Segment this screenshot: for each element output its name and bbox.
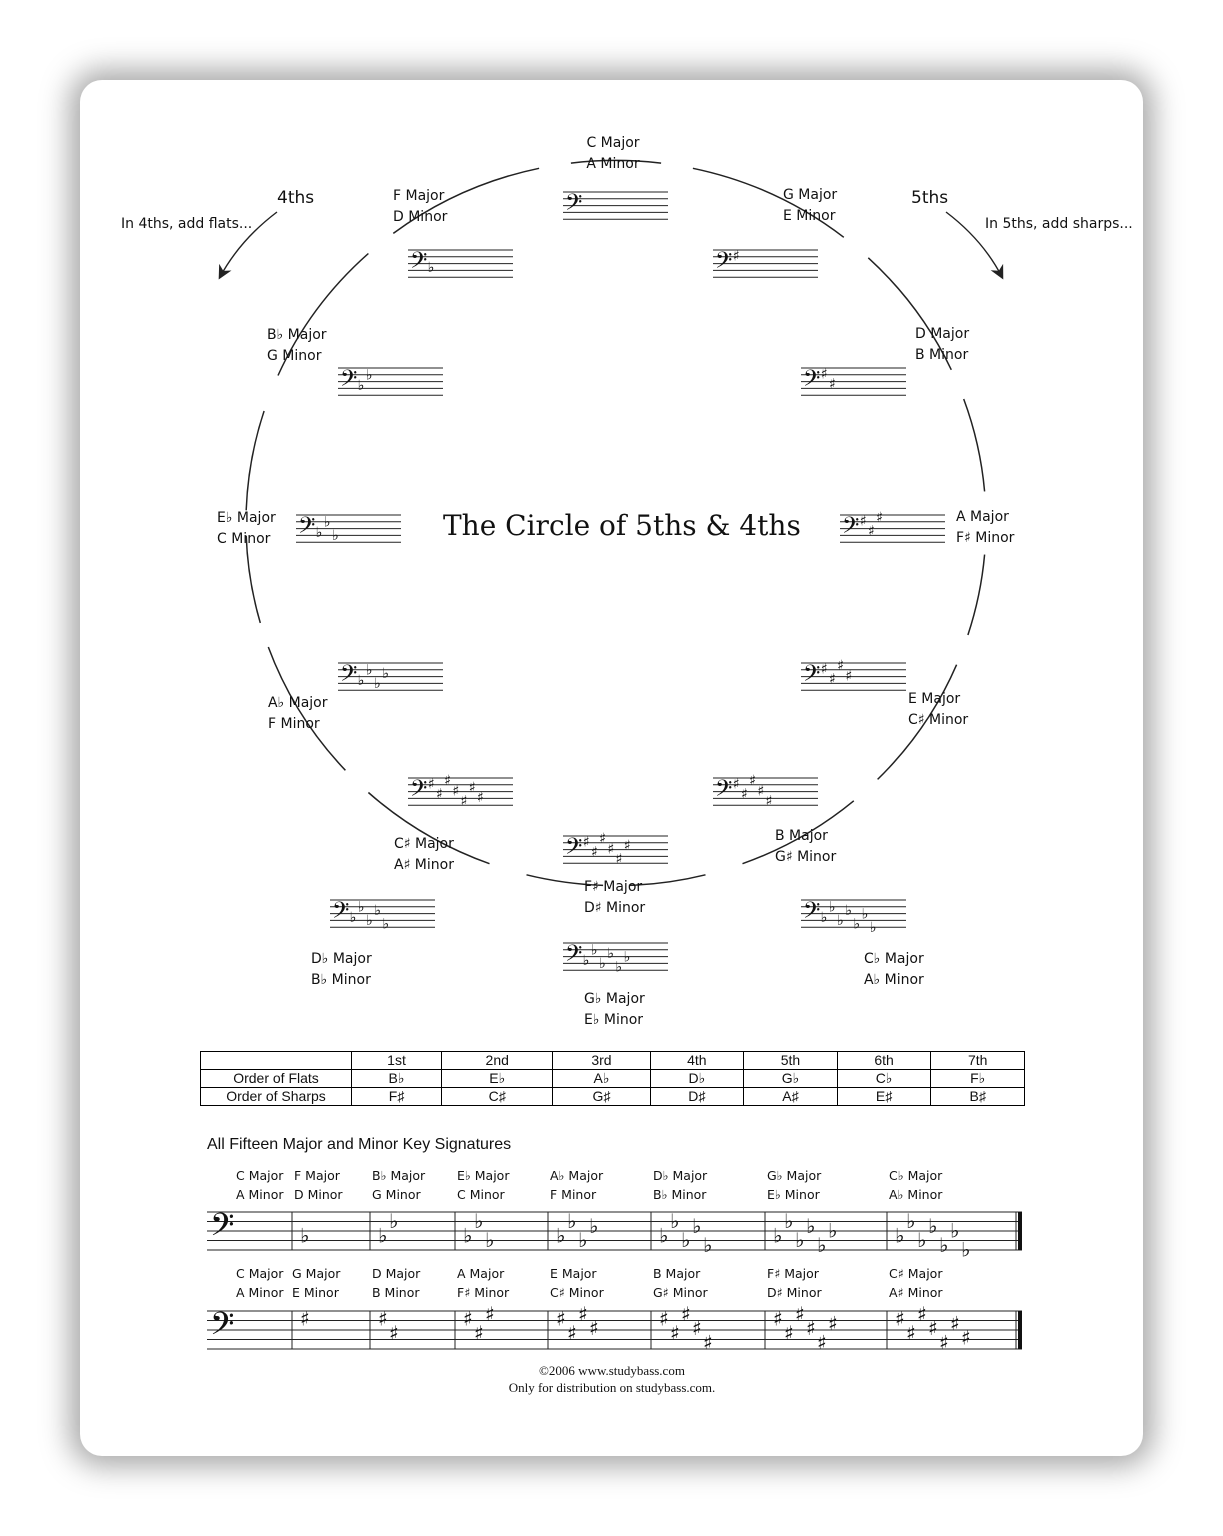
major-key-label: G♭ Major: [767, 1168, 822, 1183]
order-header-cell: 1st: [352, 1052, 442, 1070]
sharp-icon: ♯: [692, 1316, 702, 1341]
sharp-icon: ♯: [828, 671, 836, 688]
order-table: [200, 1051, 1025, 1106]
flat-icon: ♭: [365, 662, 373, 679]
circle-key-label: [956, 507, 1014, 549]
flat-icon: ♭: [590, 942, 598, 959]
sharp-icon: ♯: [703, 1330, 713, 1355]
bass-clef-icon: 𝄢: [410, 775, 428, 807]
minor-key-label: F Minor: [268, 716, 320, 732]
major-key-label: D Major: [372, 1266, 421, 1281]
key-signature-label: [653, 1166, 707, 1204]
fifths-label: 5ths: [911, 188, 949, 208]
flat-icon: ♭: [323, 514, 331, 531]
sharp-cell: G♯: [553, 1088, 650, 1106]
minor-key-label: A Minor: [236, 1285, 284, 1300]
major-key-label: E Major: [908, 691, 961, 707]
bass-clef-icon: 𝄢: [332, 897, 350, 929]
key-signature-label: [767, 1166, 821, 1204]
sharp-icon: ♯: [460, 793, 468, 810]
sharp-icon: ♯: [917, 1301, 927, 1326]
minor-key-label: D♯ Minor: [584, 900, 646, 916]
major-key-label: F Major: [393, 188, 445, 204]
order-header-cell: 6th: [837, 1052, 931, 1070]
minor-key-label: A Minor: [586, 156, 640, 172]
sharp-cell: F♯: [352, 1088, 442, 1106]
sharp-icon: ♯: [765, 793, 773, 810]
major-key-label: C Major: [236, 1168, 284, 1183]
major-key-label: C Major: [586, 135, 640, 151]
bass-clef-icon: 𝄢: [842, 512, 860, 544]
bass-clef-icon: 𝄢: [565, 833, 583, 865]
order-header-cell: 3rd: [553, 1052, 650, 1070]
sharp-icon: ♯: [444, 773, 452, 790]
major-key-label: E♭ Major: [457, 1168, 510, 1183]
major-key-label: G Major: [292, 1266, 341, 1281]
bass-clef-icon: 𝄢: [340, 660, 358, 692]
order-header-cell: 4th: [650, 1052, 744, 1070]
minor-key-label: E Minor: [292, 1285, 339, 1300]
minor-key-label: D Minor: [294, 1187, 343, 1202]
flat-icon: ♭: [906, 1209, 916, 1234]
flat-icon: ♭: [463, 1223, 473, 1248]
key-signature-label: [889, 1264, 943, 1302]
sharp-icon: ♯: [589, 1316, 599, 1341]
minor-key-label: F Minor: [550, 1187, 597, 1202]
sharp-icon: ♯: [749, 773, 757, 790]
key-signature-label: [889, 1166, 942, 1204]
minor-key-label: C Minor: [457, 1187, 505, 1202]
sharp-cell: C♯: [442, 1088, 553, 1106]
flat-icon: ♭: [589, 1213, 599, 1238]
sharp-icon: ♯: [607, 841, 615, 858]
minor-key-label: D♯ Minor: [767, 1285, 822, 1300]
flat-cell: D♭: [650, 1070, 744, 1088]
major-key-label: D♭ Major: [653, 1168, 708, 1183]
sharp-icon: ♯: [740, 786, 748, 803]
minor-key-label: F♯ Minor: [956, 530, 1015, 546]
flat-icon: ♭: [366, 913, 373, 930]
section-title: All Fifteen Major and Minor Key Signatures: [207, 1136, 512, 1153]
circle-key-label: [268, 693, 328, 735]
fourths-note: In 4ths, add flats...: [121, 216, 253, 232]
flat-cell: C♭: [837, 1070, 931, 1088]
minor-key-label: G Minor: [372, 1187, 421, 1202]
circle-key-label: [393, 186, 447, 228]
sharp-icon: ♯: [732, 248, 740, 265]
sharp-icon: ♯: [806, 1316, 816, 1341]
sharp-icon: ♯: [389, 1320, 399, 1345]
flat-cell: E♭: [442, 1070, 553, 1088]
page-title: The Circle of 5ths & 4ths: [443, 509, 801, 542]
fourths-label: 4ths: [277, 188, 315, 208]
sharp-icon: ♯: [784, 1320, 794, 1345]
order-table-header: [201, 1052, 1025, 1070]
minor-key-label: B Minor: [372, 1285, 420, 1300]
flat-icon: ♭: [659, 1223, 669, 1248]
minor-key-label: C♯ Minor: [908, 712, 969, 728]
flat-icon: ♭: [939, 1232, 949, 1257]
sharp-icon: ♯: [867, 523, 875, 540]
sharp-icon: ♯: [732, 776, 740, 793]
flat-icon: ♭: [374, 676, 381, 693]
flat-icon: ♭: [869, 919, 877, 936]
minor-key-label: A♭ Minor: [864, 972, 924, 988]
flat-icon: ♭: [828, 1218, 838, 1243]
key-signature-label: [236, 1264, 284, 1302]
flat-icon: ♭: [837, 913, 844, 930]
major-key-label: D♭ Major: [311, 951, 372, 967]
sharp-icon: ♯: [476, 790, 484, 807]
flat-icon: ♭: [567, 1209, 577, 1234]
major-key-label: E Major: [550, 1266, 597, 1281]
major-key-label: F Major: [294, 1168, 340, 1183]
sharp-icon: ♯: [773, 1306, 783, 1331]
flat-cell: G♭: [744, 1070, 838, 1088]
circle-key-label: [908, 689, 968, 731]
key-signature-label: [294, 1166, 343, 1204]
major-key-label: G♭ Major: [584, 991, 645, 1007]
key-signature-label: [457, 1264, 509, 1302]
flat-icon: ♭: [817, 1232, 827, 1257]
circle-key-label: [217, 508, 276, 550]
flat-icon: ♭: [828, 899, 836, 916]
sharp-icon: ♯: [950, 1311, 960, 1336]
sharp-icon: ♯: [837, 658, 845, 675]
order-of-sharps-row: [201, 1088, 1025, 1106]
sharp-icon: ♯: [961, 1325, 971, 1350]
major-key-label: A Major: [457, 1266, 505, 1281]
flat-icon: ♭: [692, 1213, 702, 1238]
sharp-icon: ♯: [590, 844, 598, 861]
bass-clef-icon: 𝄢: [803, 660, 821, 692]
bass-clef-icon: 𝄢: [298, 512, 316, 544]
sharp-icon: ♯: [578, 1301, 588, 1326]
flat-cell: B♭: [352, 1070, 442, 1088]
flat-icon: ♭: [615, 959, 623, 976]
flat-icon: ♭: [578, 1228, 588, 1253]
minor-key-label: B♭ Minor: [311, 972, 371, 988]
sharp-cell: D♯: [650, 1088, 744, 1106]
flat-icon: ♭: [365, 367, 373, 384]
bass-clef-icon: 𝄢: [803, 897, 821, 929]
sharp-icon: ♯: [876, 510, 884, 527]
sharp-icon: ♯: [681, 1301, 691, 1326]
major-key-label: C Major: [236, 1266, 284, 1281]
major-key-label: B♭ Major: [267, 327, 327, 343]
major-key-label: A Major: [956, 509, 1009, 525]
circle-key-label: [394, 834, 454, 876]
flat-icon: ♭: [670, 1209, 680, 1234]
key-signature-label: [457, 1166, 509, 1204]
flat-icon: ♭: [300, 1223, 310, 1248]
flat-icon: ♭: [485, 1228, 495, 1253]
sharp-cell: A♯: [744, 1088, 838, 1106]
circle-key-label: [775, 826, 836, 868]
circle-key-label: [584, 989, 645, 1031]
major-key-label: A♭ Major: [268, 695, 328, 711]
sharp-icon: ♯: [427, 776, 435, 793]
major-key-label: C♭ Major: [864, 951, 924, 967]
key-signature-label: [653, 1264, 708, 1302]
sharp-icon: ♯: [567, 1320, 577, 1345]
sharp-icon: ♯: [795, 1301, 805, 1326]
sharp-icon: ♯: [485, 1301, 495, 1326]
major-key-label: F♯ Major: [584, 879, 643, 895]
minor-key-label: G Minor: [267, 348, 322, 364]
sharp-icon: ♯: [845, 668, 853, 685]
flat-icon: ♭: [861, 906, 869, 923]
flat-icon: ♭: [784, 1209, 794, 1234]
flat-icon: ♭: [382, 665, 390, 682]
key-signature-label: [372, 1166, 425, 1204]
flat-icon: ♭: [332, 528, 339, 545]
minor-key-label: E♭ Minor: [584, 1012, 644, 1028]
sharp-icon: ♯: [378, 1306, 388, 1331]
flat-icon: ♭: [703, 1232, 713, 1257]
sharp-icon: ♯: [828, 1311, 838, 1336]
flat-icon: ♭: [389, 1209, 399, 1234]
sharp-cell: E♯: [837, 1088, 931, 1106]
minor-key-label: B♭ Minor: [653, 1187, 707, 1202]
flat-icon: ♭: [895, 1223, 905, 1248]
bass-clef-icon: 𝄢: [410, 247, 428, 279]
major-key-label: D Major: [915, 326, 970, 342]
order-header-cell: 7th: [931, 1052, 1025, 1070]
flat-icon: ♭: [315, 524, 323, 541]
minor-key-label: B Minor: [915, 347, 969, 363]
flat-cell: A♭: [553, 1070, 650, 1088]
key-signature-label: [550, 1264, 604, 1302]
minor-key-label: G♯ Minor: [653, 1285, 708, 1300]
key-signature-label: [767, 1264, 822, 1302]
bass-clef-icon: 𝄢: [210, 1305, 235, 1350]
row-label: Order of Sharps: [201, 1088, 352, 1106]
order-header-cell: 5th: [744, 1052, 838, 1070]
sharp-icon: ♯: [670, 1320, 680, 1345]
minor-key-label: A Minor: [236, 1187, 284, 1202]
minor-key-label: A♭ Minor: [889, 1187, 943, 1202]
flat-icon: ♭: [795, 1228, 805, 1253]
bass-clef-icon: 𝄢: [715, 247, 733, 279]
minor-key-label: E♭ Minor: [767, 1187, 820, 1202]
order-header-cell: 2nd: [442, 1052, 553, 1070]
major-key-label: C♯ Major: [889, 1266, 943, 1281]
sharp-icon: ♯: [757, 783, 765, 800]
bass-clef-icon: 𝄢: [340, 365, 358, 397]
sharp-icon: ♯: [300, 1306, 310, 1331]
circle-key-label: [864, 949, 924, 991]
flat-icon: ♭: [681, 1228, 691, 1253]
order-of-flats-row: [201, 1070, 1025, 1088]
sharp-icon: ♯: [817, 1330, 827, 1355]
sharp-icon: ♯: [820, 366, 828, 383]
sharp-icon: ♯: [468, 779, 476, 796]
flat-cell: F♭: [931, 1070, 1025, 1088]
circle-key-label: [915, 324, 969, 366]
minor-key-label: G♯ Minor: [775, 849, 837, 865]
circle-key-label: [783, 185, 837, 227]
flat-icon: ♭: [950, 1218, 960, 1243]
sharp-icon: ♯: [615, 851, 623, 868]
sharp-icon: ♯: [474, 1320, 484, 1345]
minor-key-label: D Minor: [393, 209, 448, 225]
minor-key-label: C Minor: [217, 531, 271, 547]
sharp-icon: ♯: [659, 1306, 669, 1331]
major-key-label: A♭ Major: [550, 1168, 604, 1183]
key-signature-label: [550, 1166, 603, 1204]
sharp-icon: ♯: [939, 1330, 949, 1355]
sharp-icon: ♯: [556, 1306, 566, 1331]
sharp-icon: ♯: [906, 1320, 916, 1345]
bass-clef-icon: 𝄢: [715, 775, 733, 807]
sharp-icon: ♯: [623, 837, 631, 854]
flat-icon: ♭: [607, 945, 615, 962]
flat-icon: ♭: [773, 1223, 783, 1248]
bass-clef-icon: 𝄢: [210, 1206, 235, 1251]
flat-icon: ♭: [806, 1213, 816, 1238]
major-key-label: B Major: [775, 828, 828, 844]
flat-icon: ♭: [599, 956, 606, 973]
flat-icon: ♭: [917, 1228, 927, 1253]
flat-icon: ♭: [382, 916, 390, 933]
sharp-icon: ♯: [895, 1306, 905, 1331]
sharp-icon: ♯: [820, 661, 828, 678]
major-key-label: G Major: [783, 187, 838, 203]
sharp-icon: ♯: [859, 513, 867, 530]
bass-clef-icon: 𝄢: [803, 365, 821, 397]
flat-icon: ♭: [378, 1223, 388, 1248]
major-key-label: C♯ Major: [394, 836, 454, 852]
flat-icon: ♭: [820, 909, 828, 926]
fifths-note: In 5ths, add sharps...: [985, 216, 1133, 232]
flat-icon: ♭: [357, 899, 365, 916]
key-signature-label: [236, 1166, 284, 1204]
flat-icon: ♭: [349, 909, 357, 926]
footer-distribution: Only for distribution on studybass.com.: [508, 1380, 716, 1395]
flat-icon: ♭: [357, 672, 365, 689]
circle-key-label: [311, 949, 372, 991]
sharp-icon: ♯: [463, 1306, 473, 1331]
circle-key-label: [584, 877, 645, 919]
minor-key-label: F♯ Minor: [457, 1285, 510, 1300]
footer-copyright: ©2006 www.studybass.com: [539, 1363, 685, 1378]
circle-key-label: [586, 133, 639, 175]
minor-key-label: A♯ Minor: [394, 857, 454, 873]
sharp-icon: ♯: [452, 783, 460, 800]
flat-icon: ♭: [357, 377, 365, 394]
flat-icon: ♭: [374, 902, 382, 919]
key-signature-label: [372, 1264, 420, 1302]
minor-key-label: A♯ Minor: [889, 1285, 943, 1300]
flat-icon: ♭: [928, 1213, 938, 1238]
sharp-icon: ♯: [928, 1316, 938, 1341]
key-signature-label: [292, 1264, 340, 1302]
major-key-label: B♭ Major: [372, 1168, 426, 1183]
bass-clef-icon: 𝄢: [565, 940, 583, 972]
major-key-label: B Major: [653, 1266, 701, 1281]
flat-icon: ♭: [845, 902, 853, 919]
major-key-label: E♭ Major: [217, 510, 276, 526]
flat-icon: ♭: [582, 952, 590, 969]
flat-icon: ♭: [474, 1209, 484, 1234]
flat-icon: ♭: [853, 916, 861, 933]
row-label: Order of Flats: [201, 1070, 352, 1088]
flat-icon: ♭: [623, 949, 631, 966]
order-table-corner: [201, 1052, 352, 1070]
major-key-label: C♭ Major: [889, 1168, 943, 1183]
flat-icon: ♭: [961, 1237, 971, 1262]
sharp-icon: ♯: [582, 834, 590, 851]
circle-key-label: [267, 325, 327, 367]
sharp-cell: B♯: [931, 1088, 1025, 1106]
major-key-label: F♯ Major: [767, 1266, 819, 1281]
sharp-icon: ♯: [828, 376, 836, 393]
flat-icon: ♭: [427, 259, 435, 276]
bass-clef-icon: 𝄢: [565, 189, 583, 221]
sharp-icon: ♯: [435, 786, 443, 803]
minor-key-label: E Minor: [783, 208, 836, 224]
flat-icon: ♭: [556, 1223, 566, 1248]
sharp-icon: ♯: [599, 831, 607, 848]
minor-key-label: C♯ Minor: [550, 1285, 604, 1300]
